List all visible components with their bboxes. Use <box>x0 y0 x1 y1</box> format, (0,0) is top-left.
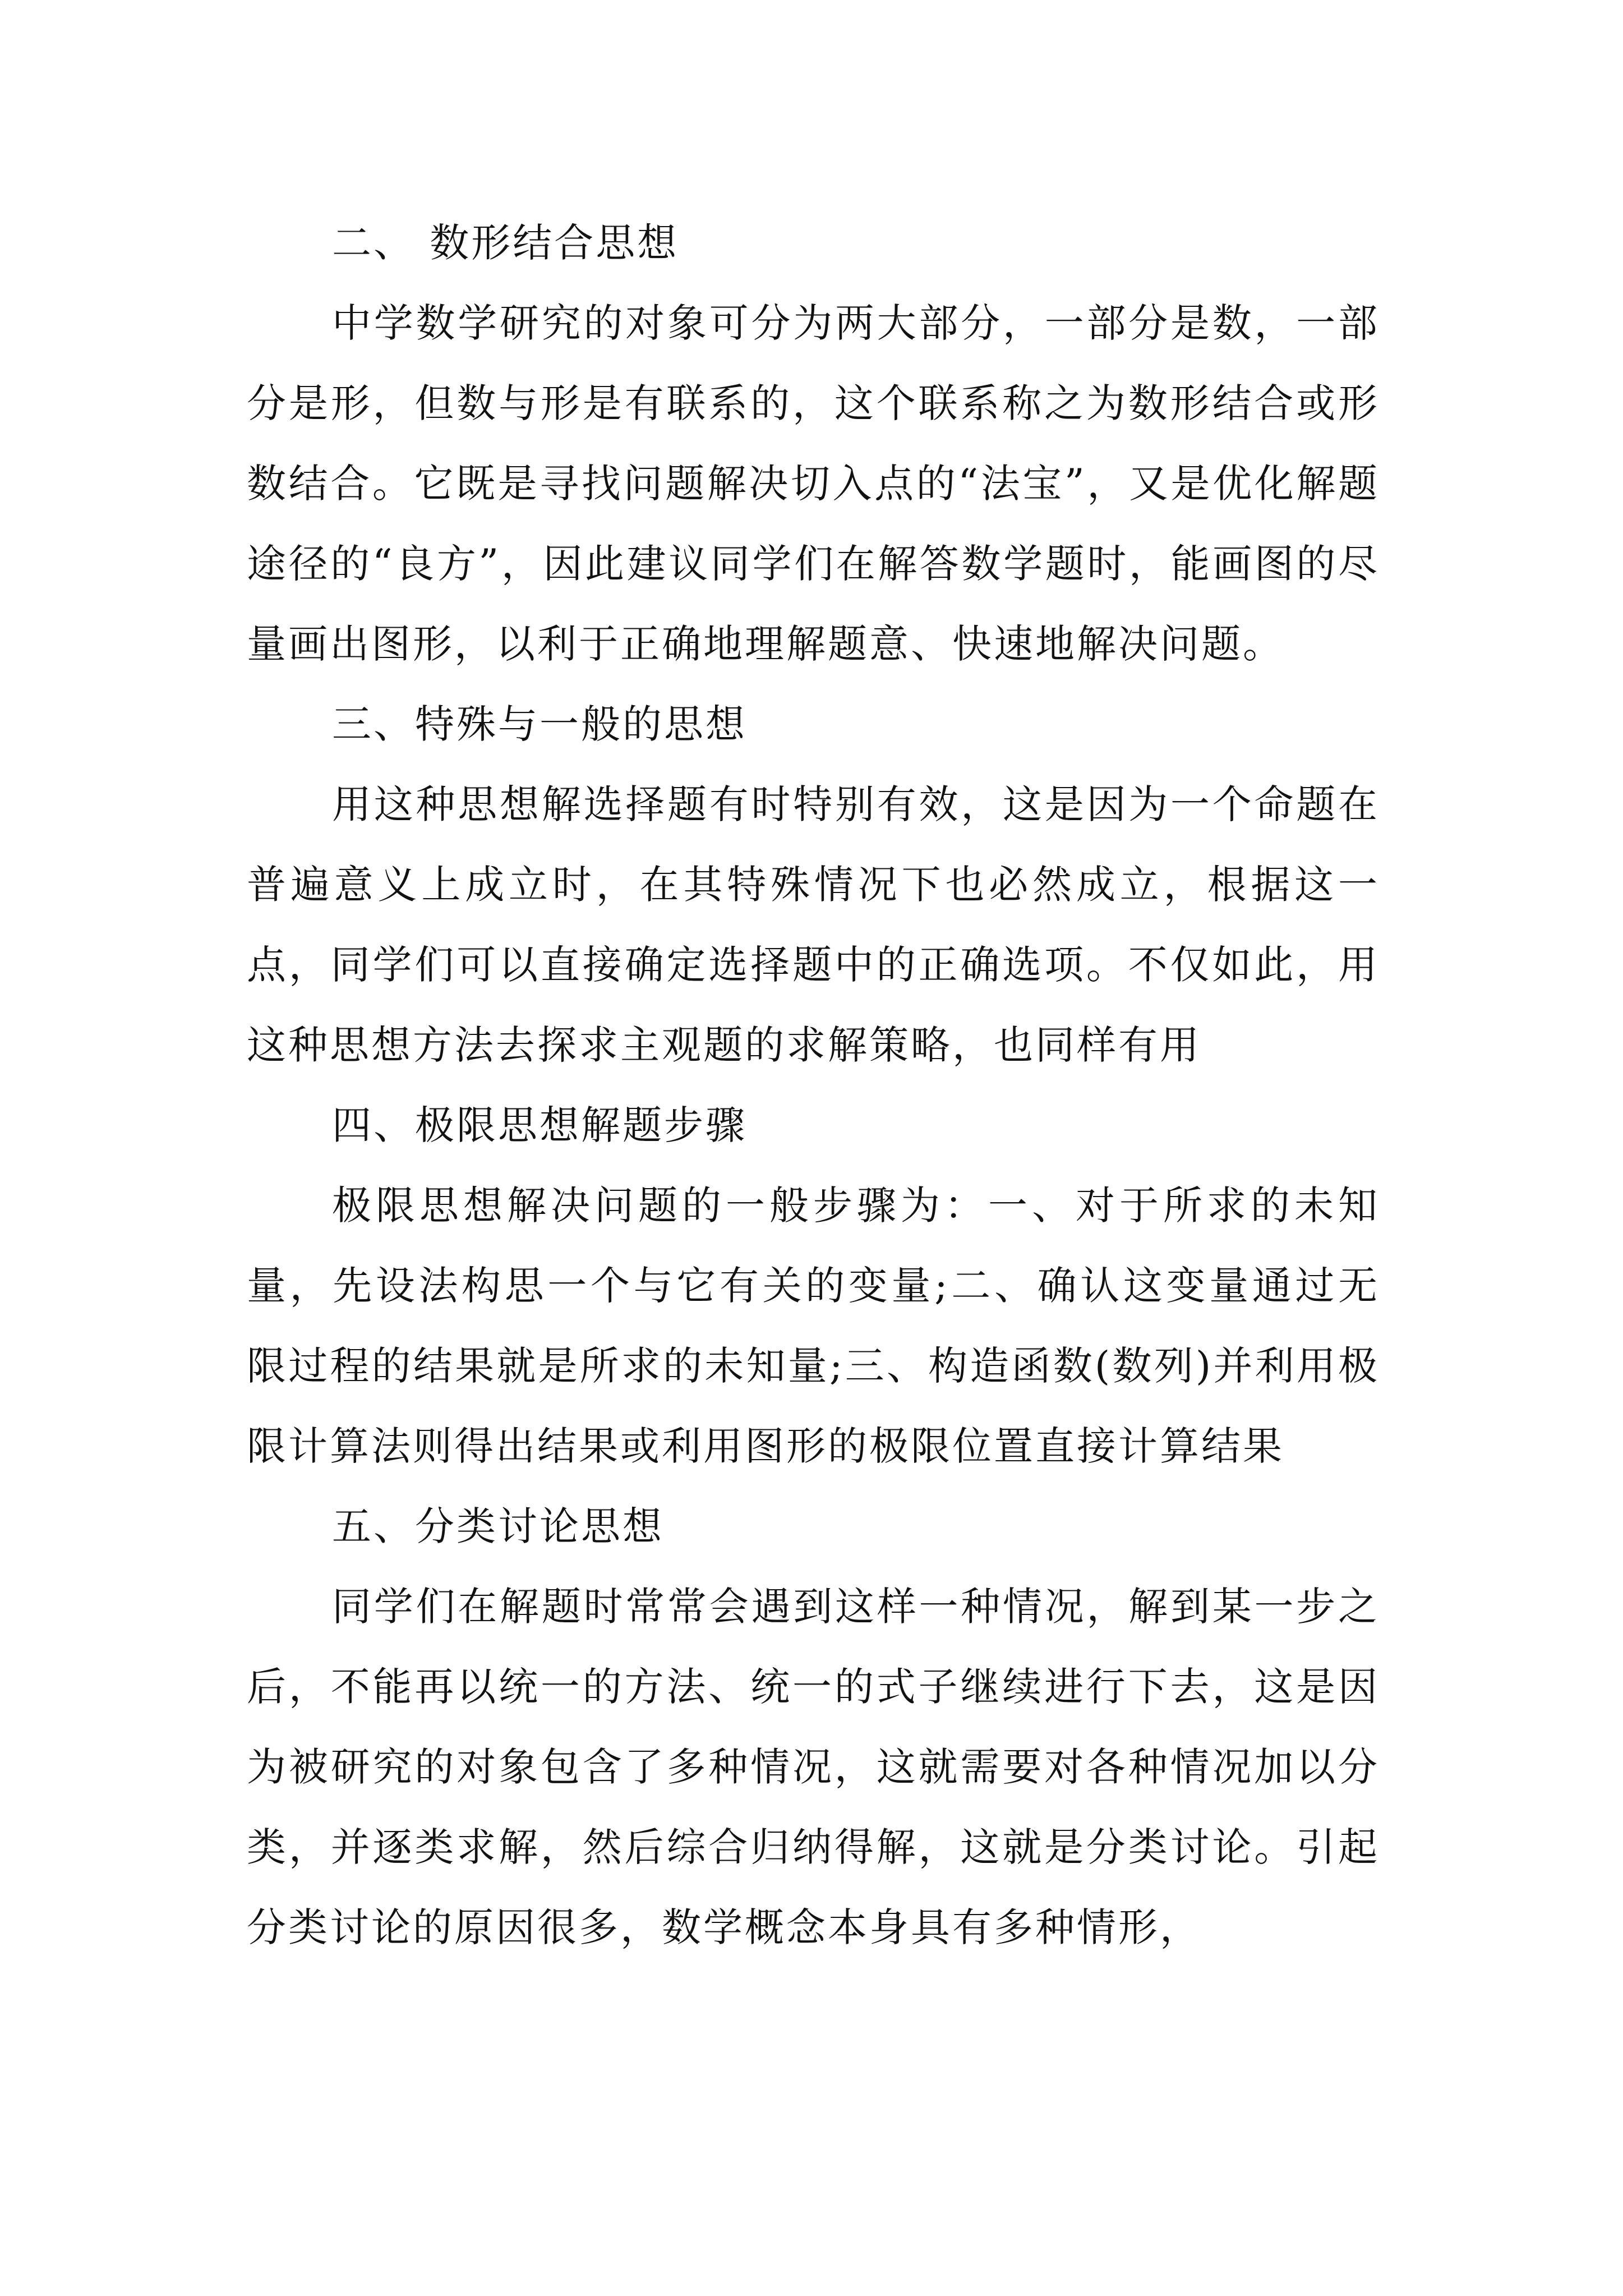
section-paragraph-fenlei: 同学们在解题时常常会遇到这样一种情况，解到某一步之后，不能再以统一的方法、统一的式子继续进行下去，这是因为被研究的对象包含了多种情况，这就需要对各种情况加以分类，并逐类求解，然后综合归纳得解，这就是分类讨论。引起分类讨论的原因很多，数学概念本身具有多种情形， <box>247 1584 1380 1950</box>
section-heading-teshu: 三、特殊与一般的思想 <box>332 701 747 747</box>
section-paragraph-jixian: 极限思想解决问题的一般步骤为：一、对于所求的未知量，先设法构思一个与它有关的变量;二、确认这变量通过无限过程的结果就是所求的未知量;三、构造函数(数列)并利用极限计算法则得出结果或利用图形的极限位置直接计算结果 <box>247 1182 1380 1469</box>
section-paragraph-teshu: 用这种思想解选择题有时特别有效，这是因为一个命题在普遍意义上成立时，在其特殊情况下也必然成立，根据这一点，同学们可以直接确定选择题中的正确选项。不仅如此，用这种思想方法去探求主观题的求解策略，也同样有用 <box>247 781 1380 1068</box>
section-paragraph-shuxing: 中学数学研究的对象可分为两大部分，一部分是数，一部分是形，但数与形是有联系的，这个联系称之为数形结合或形数结合。它既是寻找问题解决切入点的“法宝”，又是优化解题途径的“良方”，因此建议同学们在解答数学题时，能画图的尽量画出图形，以利于正确地理解题意、快速地解决问题。 <box>247 300 1380 667</box>
section-heading-fenlei: 五、分类讨论思想 <box>332 1503 664 1549</box>
document-body <box>247 203 1380 1968</box>
section-heading-shuxing: 二、 数形结合思想 <box>332 220 679 266</box>
section-heading-jixian: 四、极限思想解题步骤 <box>332 1102 747 1148</box>
